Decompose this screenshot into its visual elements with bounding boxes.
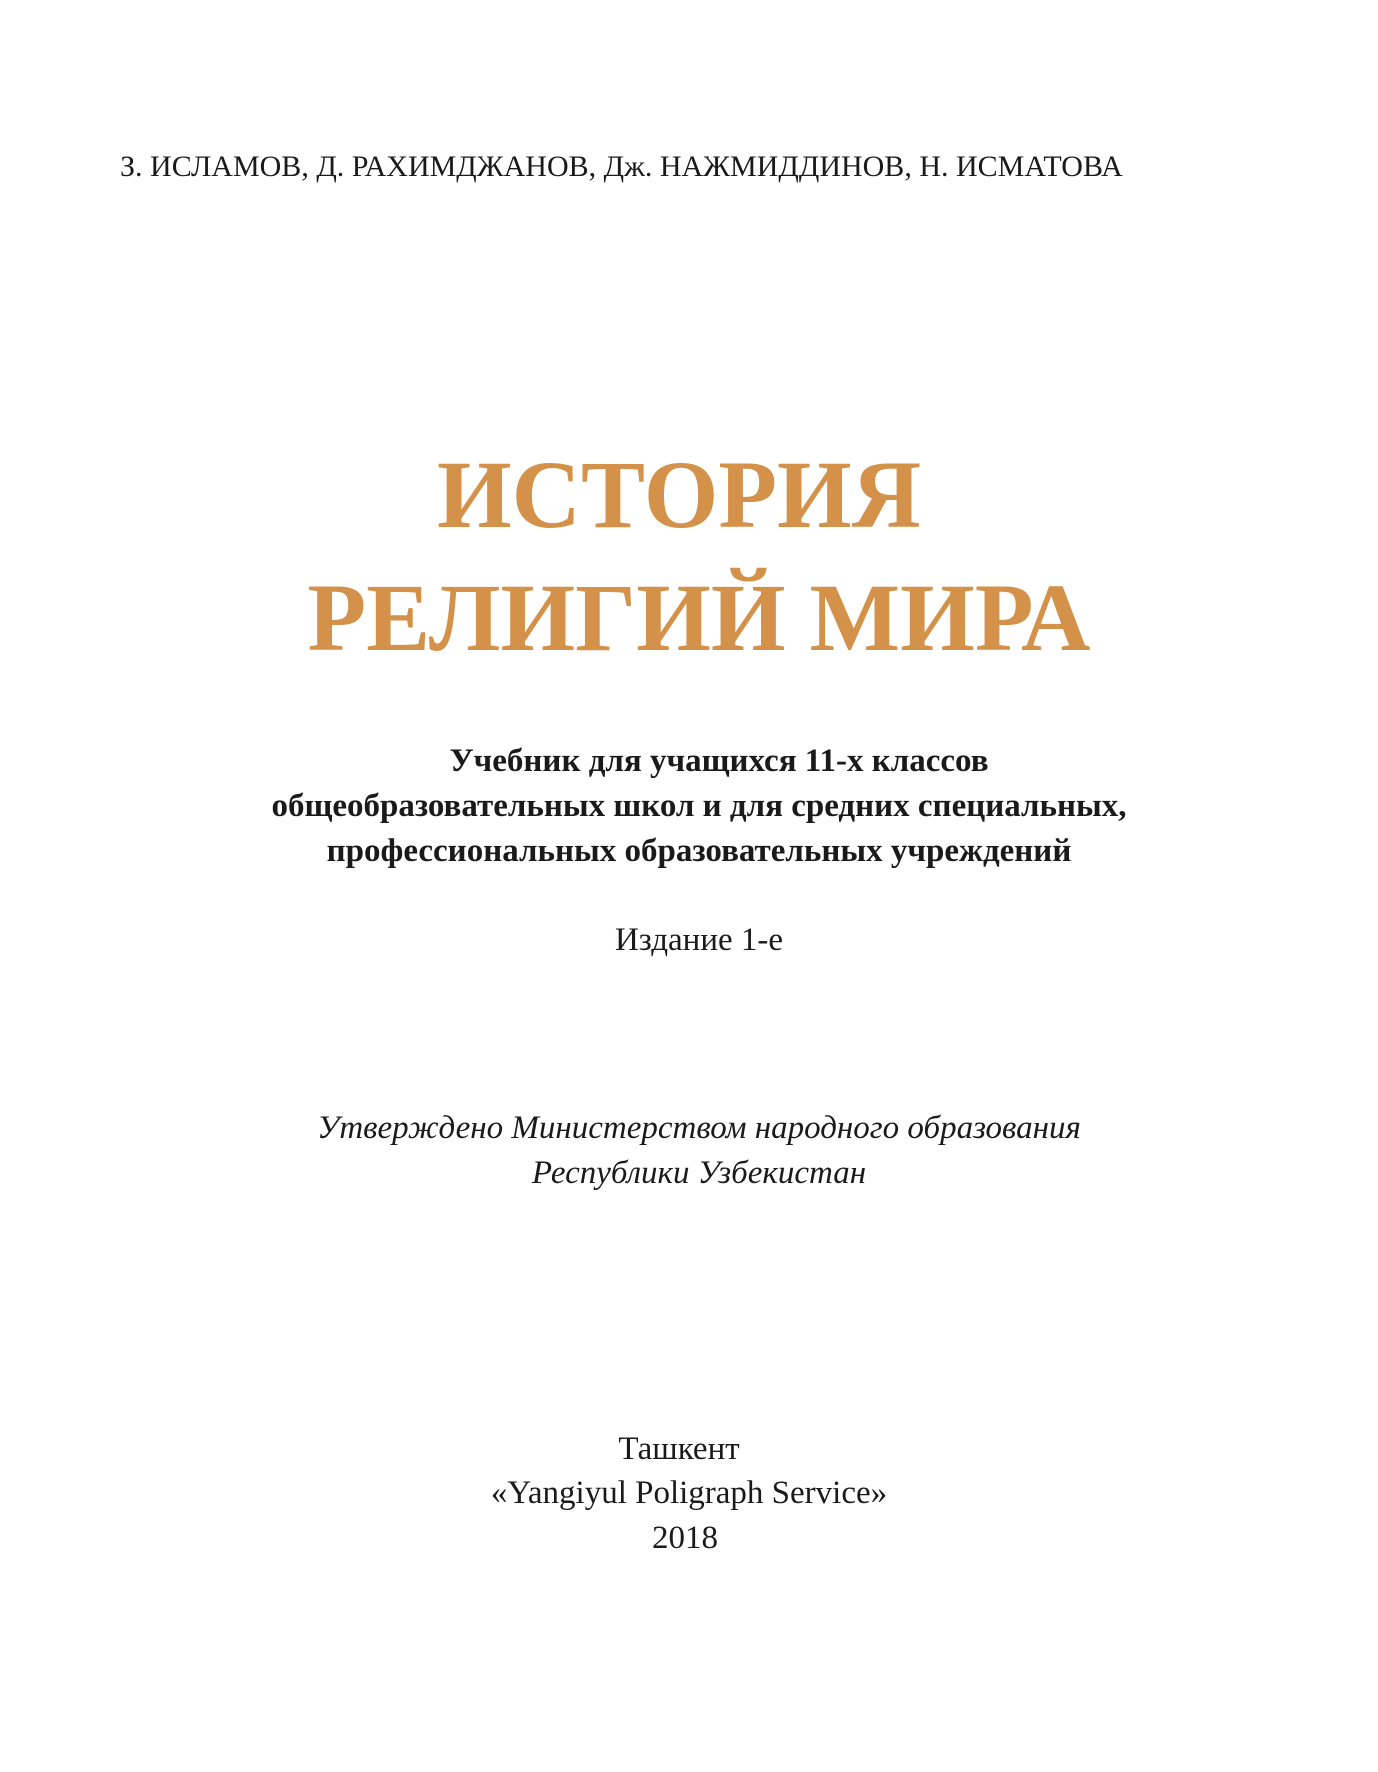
subtitle-line-3: профессиональных образовательных учреждений	[326, 833, 1072, 869]
approval-line-2: Республики Узбекистан	[531, 1155, 867, 1191]
imprint-city: Ташкент	[618, 1431, 740, 1467]
authors-line: З. ИСЛАМОВ, Д. РАХИМДЖАНОВ, Дж. НАЖМИДДИНОВ, Н. ИСМАТОВА	[120, 150, 1123, 183]
imprint-year: 2018	[652, 1520, 718, 1556]
imprint-publisher: «Yangiyul Poligraph Service»	[490, 1475, 888, 1511]
book-title-line-1: ИСТОРИЯ	[436, 441, 922, 548]
subtitle-line-2: общеобразовательных школ и для средних специальных,	[271, 788, 1127, 824]
approval-line-1: Утверждено Министерством народного образования	[317, 1110, 1081, 1146]
book-title-line-2: РЕЛИГИЙ МИРА	[307, 564, 1091, 671]
edition-text: Издание 1-е	[614, 922, 784, 958]
subtitle-line-1: Учебник для учащихся 11-х классов	[449, 743, 989, 779]
